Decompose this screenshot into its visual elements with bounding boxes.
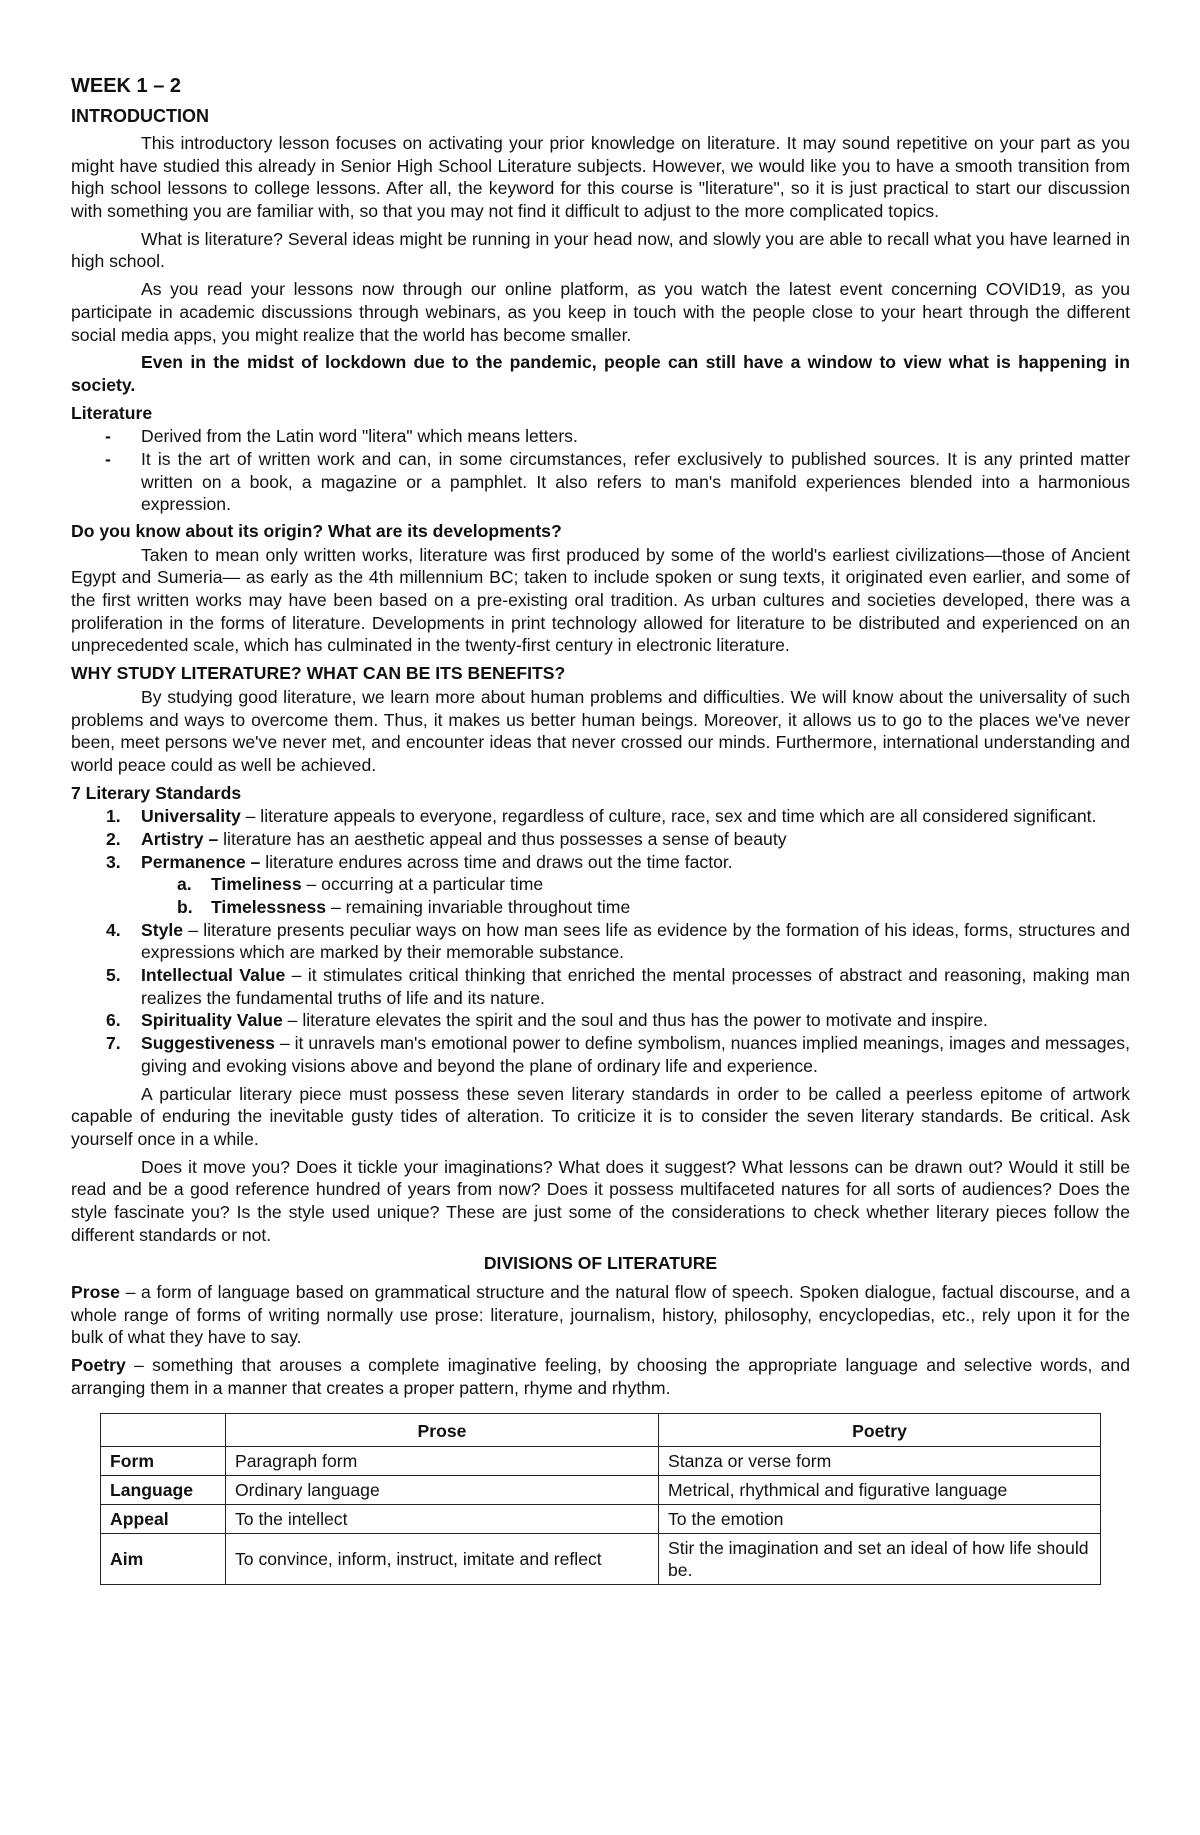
- literature-list: [71, 425, 1130, 516]
- table-header-cell: Prose: [226, 1414, 659, 1447]
- table-cell: Appeal: [101, 1504, 226, 1533]
- list-item: - It is the art of written work and can, in some circumstances, refer exclusively to published sources. It is any printed matter written on a book, a magazine or a pamphlet. It also refers to man's manifold experiences blended into a harmonious expression.: [71, 448, 1130, 516]
- intro-paragraph-4: Even in the midst of lockdown due to the pandemic, people can still have a window to view what is happening in society.: [71, 352, 1130, 395]
- prose-definition: Prose – a form of language based on grammatical structure and the natural flow of speech. Spoken dialogue, factual discourse, and a whole range of forms of writing normally use prose: literature, journalism, history, philosophy, encyclopedias, etc., rely upon it for the bulk of what they have to say.: [71, 1282, 1130, 1348]
- list-item: - Derived from the Latin word "litera" which means letters.: [71, 425, 1130, 448]
- section-heading: INTRODUCTION: [71, 105, 209, 126]
- list-item: 4. Style – literature presents peculiar ways on how man sees life as evidence by the formation of his ideas, forms, structures and expressions which are marked by their memorable substance.: [106, 919, 1130, 963]
- intro-paragraph-2: What is literature? Several ideas might be running in your head now, and slowly you are able to recall what you have learned in high school.: [71, 228, 1130, 272]
- literature-heading: Literature: [71, 402, 153, 423]
- table-row: [101, 1476, 1101, 1505]
- list-item: b. Timelessness – remaining invariable throughout time: [177, 897, 631, 918]
- list-item: 7. Suggestiveness – it unravels man's emotional power to define symbolism, nuances implied meanings, images and messages, giving and evoking visions above and beyond the plane of ordinary life and experience.: [106, 1033, 1130, 1076]
- table-row: [101, 1533, 1101, 1584]
- list-item: 5. Intellectual Value – it stimulates critical thinking that enriched the mental processes of abstract and reasoning, making man realizes the fundamental truths of life and its nature.: [106, 965, 1130, 1008]
- list-item: 2. Artistry – literature has an aesthetic appeal and thus possesses a sense of beauty: [106, 828, 787, 849]
- poetry-definition: Poetry – something that arouses a complete imaginative feeling, by choosing the appropriate language and selective words, and arranging them in a manner that creates a proper pattern, rhyme and rhythm.: [71, 1355, 1130, 1398]
- table-cell: Ordinary language: [226, 1476, 659, 1505]
- table-cell: Stanza or verse form: [659, 1447, 1101, 1476]
- list-item: 1. Universality – literature appeals to everyone, regardless of culture, race, sex and time which are all considered significant.: [106, 806, 1097, 827]
- table-cell: Language: [101, 1476, 226, 1505]
- list-item: 3. Permanence – literature endures across time and draws out the time factor. a. Timeliness – occurring at a particular time b. Timelessness – remaining invariable throughout time: [71, 851, 1130, 919]
- table-cell: Aim: [101, 1533, 226, 1584]
- table-row: [101, 1504, 1101, 1533]
- why-heading: WHY STUDY LITERATURE? WHAT CAN BE ITS BENEFITS?: [71, 663, 566, 684]
- intro-paragraph-1: This introductory lesson focuses on activating your prior knowledge on literature. It may sound repetitive on your part as you might have studied this already in Senior High School Literature subjects. However, we would like you to have a smooth transition from high school lessons to college lessons. After all, the keyword for this course is "literature", so it is just practical to start our discussion with something you are familiar with, so that you may not find it difficult to adjust to the more complicated topics.: [71, 133, 1130, 222]
- comparison-table: [100, 1413, 1101, 1584]
- table-cell: To the emotion: [659, 1504, 1101, 1533]
- standards-list: [71, 805, 1130, 1077]
- table-cell: Paragraph form: [226, 1447, 659, 1476]
- table-header-cell: Poetry: [659, 1414, 1101, 1447]
- table-cell: To convince, inform, instruct, imitate and reflect: [226, 1533, 659, 1584]
- week-heading: WEEK 1 – 2: [71, 75, 182, 97]
- list-item: 6. Spirituality Value – literature elevates the spirit and the soul and thus has the power to motivate and inspire.: [106, 1010, 988, 1031]
- table-cell: Form: [101, 1447, 226, 1476]
- table-cell: Stir the imagination and set an ideal of how life should be.: [659, 1533, 1101, 1584]
- table-cell: Metrical, rhythmical and figurative language: [659, 1476, 1101, 1505]
- intro-paragraph-3: As you read your lessons now through our online platform, as you watch the latest event concerning COVID19, as you participate in academic discussions through webinars, as you keep in touch with the people close to your heart through the different social media apps, you might realize that the world has become smaller.: [71, 279, 1130, 345]
- origin-heading: Do you know about its origin? What are its developments?: [71, 521, 562, 542]
- divisions-heading: DIVISIONS OF LITERATURE: [483, 1253, 718, 1274]
- standards-paragraph-1: A particular literary piece must possess these seven literary standards in order to be called a peerless epitome of artwork capable of enduring the inevitable gusty tides of alteration. To criticize it is to consider the seven literary standards. Be critical. Ask yourself once in a while.: [71, 1083, 1130, 1149]
- table-header-row: [101, 1414, 1101, 1447]
- sub-list: [141, 873, 1130, 918]
- table-row: [101, 1447, 1101, 1476]
- standards-heading: 7 Literary Standards: [71, 782, 242, 803]
- table-header-cell: [101, 1414, 226, 1447]
- standards-paragraph-2: Does it move you? Does it tickle your imaginations? What does it suggest? What lessons can be drawn out? Would it still be read and be a good reference hundred of years from now? Does it possess multifaceted natures for all sorts of audiences? Does the style fascinate you? Is the style used unique? These are just some of the considerations to check whether literary pieces follow the different standards or not.: [71, 1156, 1130, 1245]
- document-page: [71, 74, 1130, 1585]
- table-cell: To the intellect: [226, 1504, 659, 1533]
- origin-paragraph: Taken to mean only written works, literature was first produced by some of the world's earliest civilizations—those of Ancient Egypt and Sumeria— as early as the 4th millennium BC; taken to include spoken or sung texts, it originated even earlier, and some of the first written works may have been based on a pre-existing oral tradition. As urban cultures and societies developed, there was a proliferation in the forms of literature. Developments in print technology allowed for literature to be distributed and experienced on an unprecedented scale, which has culminated in the twenty-first century in electronic literature.: [71, 544, 1130, 656]
- why-paragraph: By studying good literature, we learn more about human problems and difficulties. We will know about the universality of such problems and ways to overcome them. Thus, it makes us better human beings. Moreover, it allows us to go to the places we've never been, meet persons we've never met, and encounter ideas that never crossed our minds. Furthermore, international understanding and world peace could as well be achieved.: [71, 686, 1130, 775]
- list-item: a. Timeliness – occurring at a particular time: [177, 874, 544, 895]
